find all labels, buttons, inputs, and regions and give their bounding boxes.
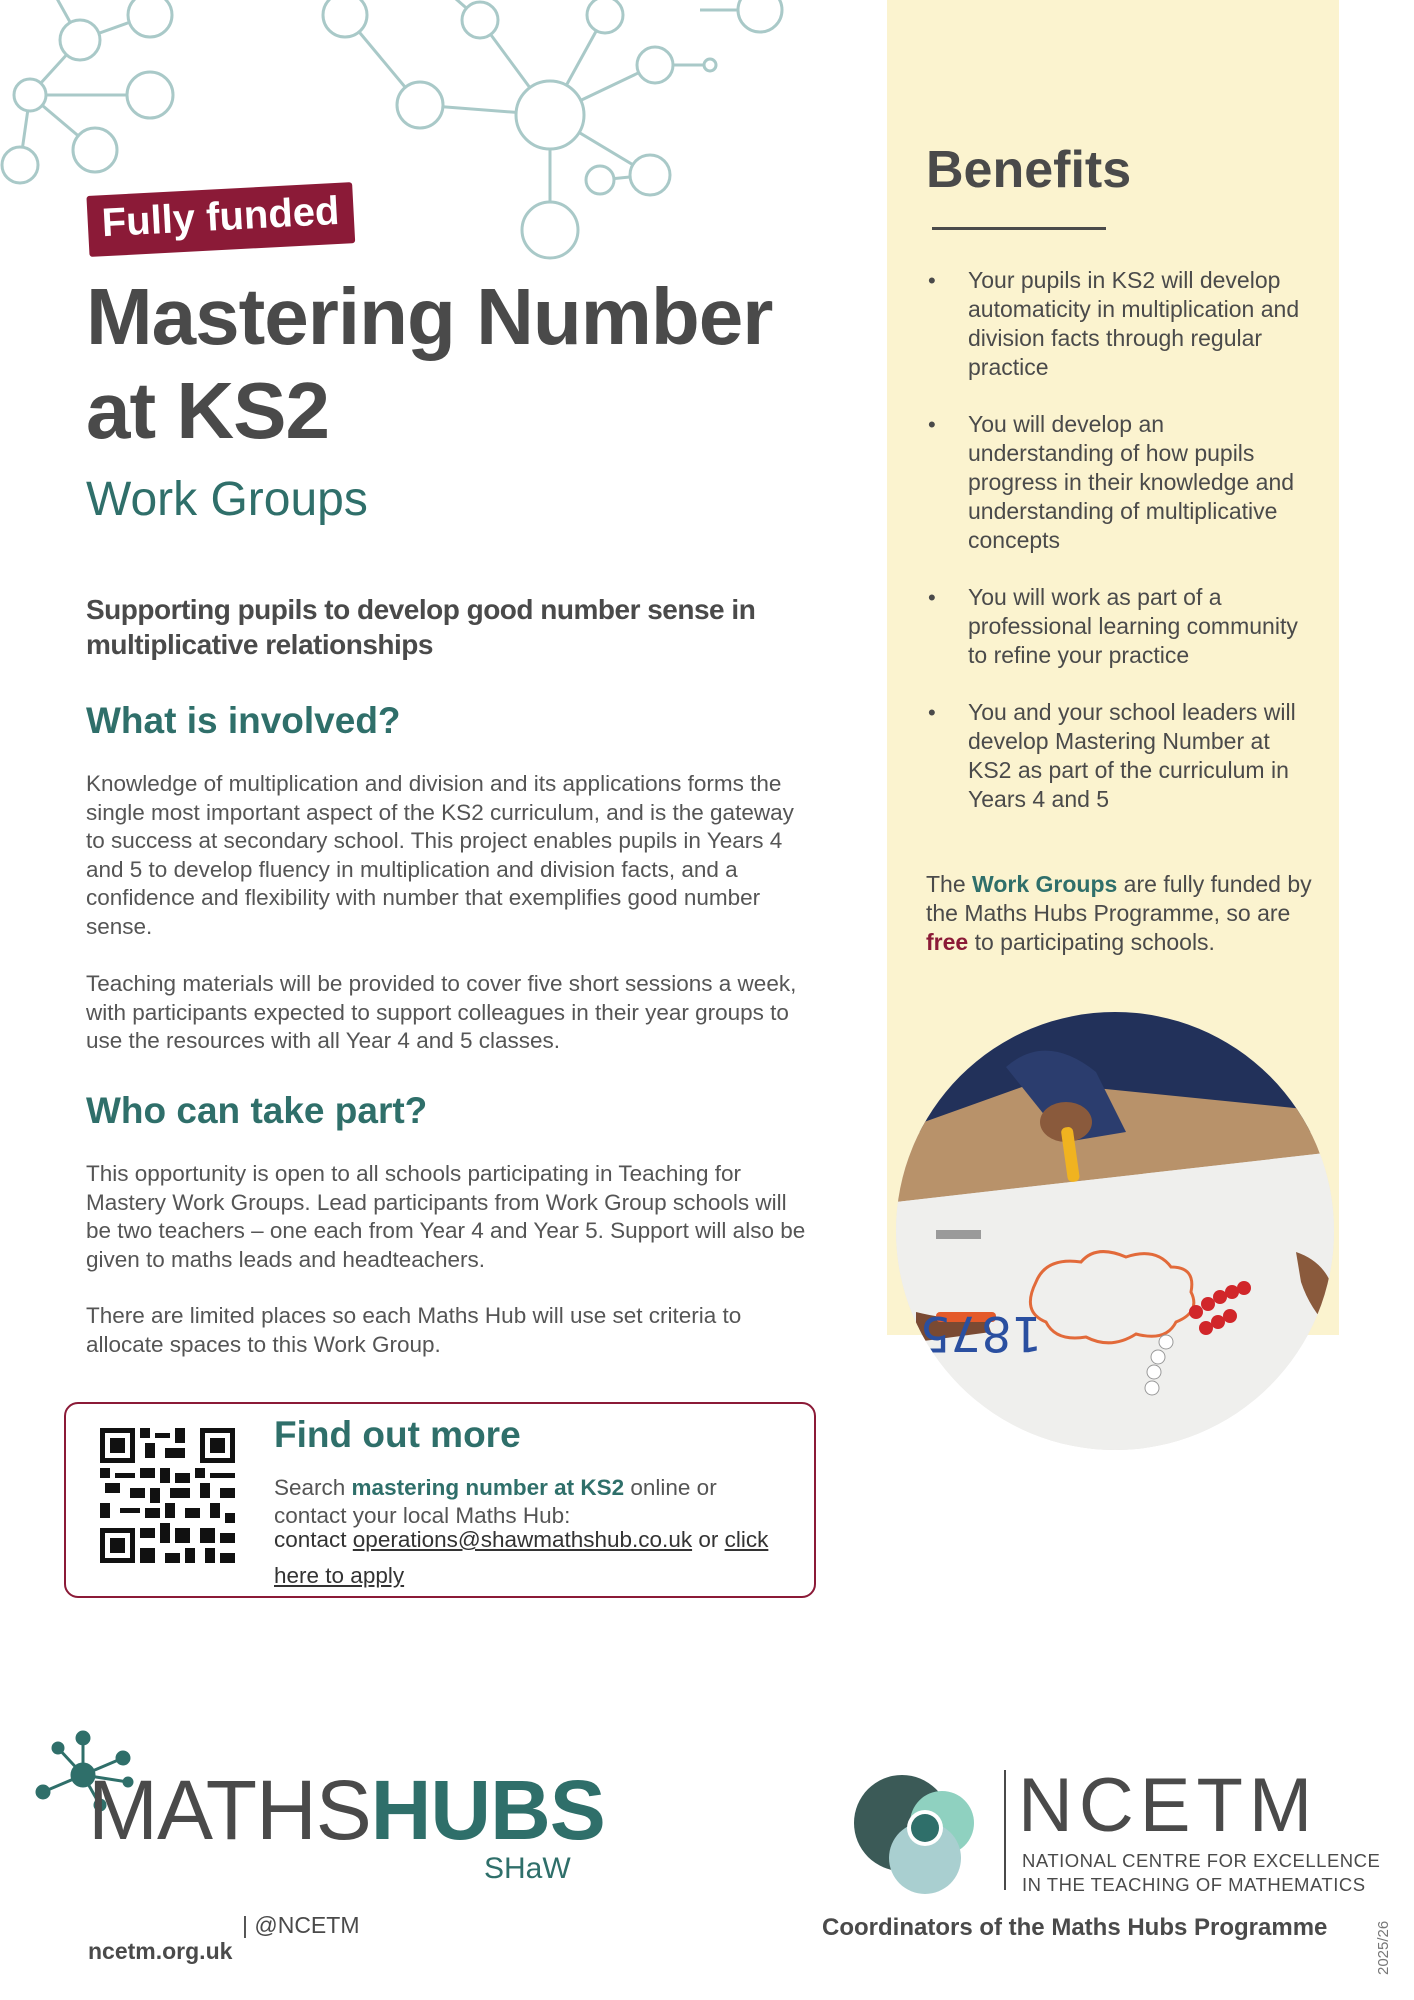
benefit-item: • You will develop an understanding of how pupils progress in their knowledge and understanding of multiplicative concepts	[926, 410, 1316, 555]
page-subtitle: Work Groups	[86, 473, 368, 526]
tagline: Supporting pupils to develop good number sense in multiplicative relationships	[86, 594, 756, 660]
funding-note-free: free	[926, 929, 969, 955]
contact-mid: or	[692, 1527, 725, 1552]
maths-hubs-wordmark	[88, 1762, 605, 1859]
benefit-item: • Your pupils in KS2 will develop automaticity in multiplication and division facts through regular practice	[926, 266, 1316, 382]
twitter-handle[interactable]: | @NCETM	[242, 1912, 360, 1938]
funding-note-groups: Work Groups	[972, 871, 1118, 897]
involved-paragraph-2: Teaching materials will be provided to cover five short sessions a week, with participants expected to support colleagues in their year groups to use the resources with all Year 4 and 5 classes.	[86, 971, 797, 1054]
who-paragraph-1: This opportunity is open to all schools participating in Teaching for Mastery Work Groups. Lead participants from Work Group schools will be two teachers – one each from Year 4 and Year 5. Support will also be given to maths leads and headteachers.	[86, 1161, 806, 1272]
ncetm-logo-icon	[850, 1768, 990, 1898]
edition-year: 2025/26	[1375, 1920, 1392, 1975]
apply-link[interactable]: click here to apply	[274, 1527, 769, 1588]
ncetm-full-name-line-2: IN THE TEACHING OF MATHEMATICS	[1022, 1874, 1366, 1895]
contact-pre: contact	[274, 1527, 353, 1552]
funding-note-pre: The	[926, 871, 973, 897]
search-pre: Search	[274, 1475, 352, 1500]
funding-note-mid: are fully funded by the Maths Hubs Programme, so are	[926, 871, 1312, 926]
who-can-take-part-heading: Who can take part?	[86, 1090, 428, 1131]
photo-number: 1875	[919, 1305, 1042, 1361]
find-out-more-heading: Find out more	[274, 1414, 521, 1455]
page-title: Mastering Number at KS2	[86, 272, 773, 455]
funding-note-post: to participating schools.	[968, 929, 1215, 955]
search-term: mastering number at KS2	[351, 1475, 625, 1500]
qr-code[interactable]	[100, 1428, 235, 1563]
benefits-list	[926, 266, 1316, 842]
classroom-photo	[896, 1012, 1334, 1450]
benefits-divider	[932, 227, 1106, 230]
maths-hub-region: SHaW	[484, 1852, 571, 1885]
ncetm-divider	[1004, 1770, 1006, 1890]
ncetm-wordmark: NCETM	[1018, 1763, 1319, 1848]
benefits-heading: Benefits	[926, 141, 1132, 199]
ncetm-full-name-line-1: NATIONAL CENTRE FOR EXCELLENCE	[1022, 1850, 1381, 1871]
wordmark-hubs: HUBS	[370, 1763, 605, 1857]
what-is-involved-heading: What is involved?	[86, 700, 401, 741]
fully-funded-badge: Fully funded	[86, 182, 355, 257]
who-paragraph-2: There are limited places so each Maths Hub will use set criteria to allocate spaces to this Work Group.	[86, 1303, 742, 1357]
benefit-item: • You and your school leaders will develop Mastering Number at KS2 as part of the curriculum in Years 4 and 5	[926, 698, 1316, 814]
contact-line	[274, 1522, 804, 1594]
wordmark-maths: MATHS	[88, 1763, 371, 1857]
search-post: online or contact your local Maths Hub:	[274, 1475, 717, 1528]
funding-note	[926, 870, 1326, 957]
involved-paragraph-1: Knowledge of multiplication and division and its applications forms the single most important aspect of the KS2 curriculum, and is the gateway to success at secondary school. This project enables pupils in Years 4 and 5 to develop fluency in multiplication and division facts, and a confidence and flexibility with number that exemplifies good number sense.	[86, 771, 794, 939]
coordinators-tagline: Coordinators of the Maths Hubs Programme	[822, 1914, 1328, 1941]
benefit-item: • You will work as part of a professional learning community to refine your practice	[926, 583, 1316, 670]
website-link[interactable]: ncetm.org.uk	[88, 1938, 233, 1964]
email-link[interactable]: operations@shawmathshub.co.uk	[352, 1527, 693, 1552]
